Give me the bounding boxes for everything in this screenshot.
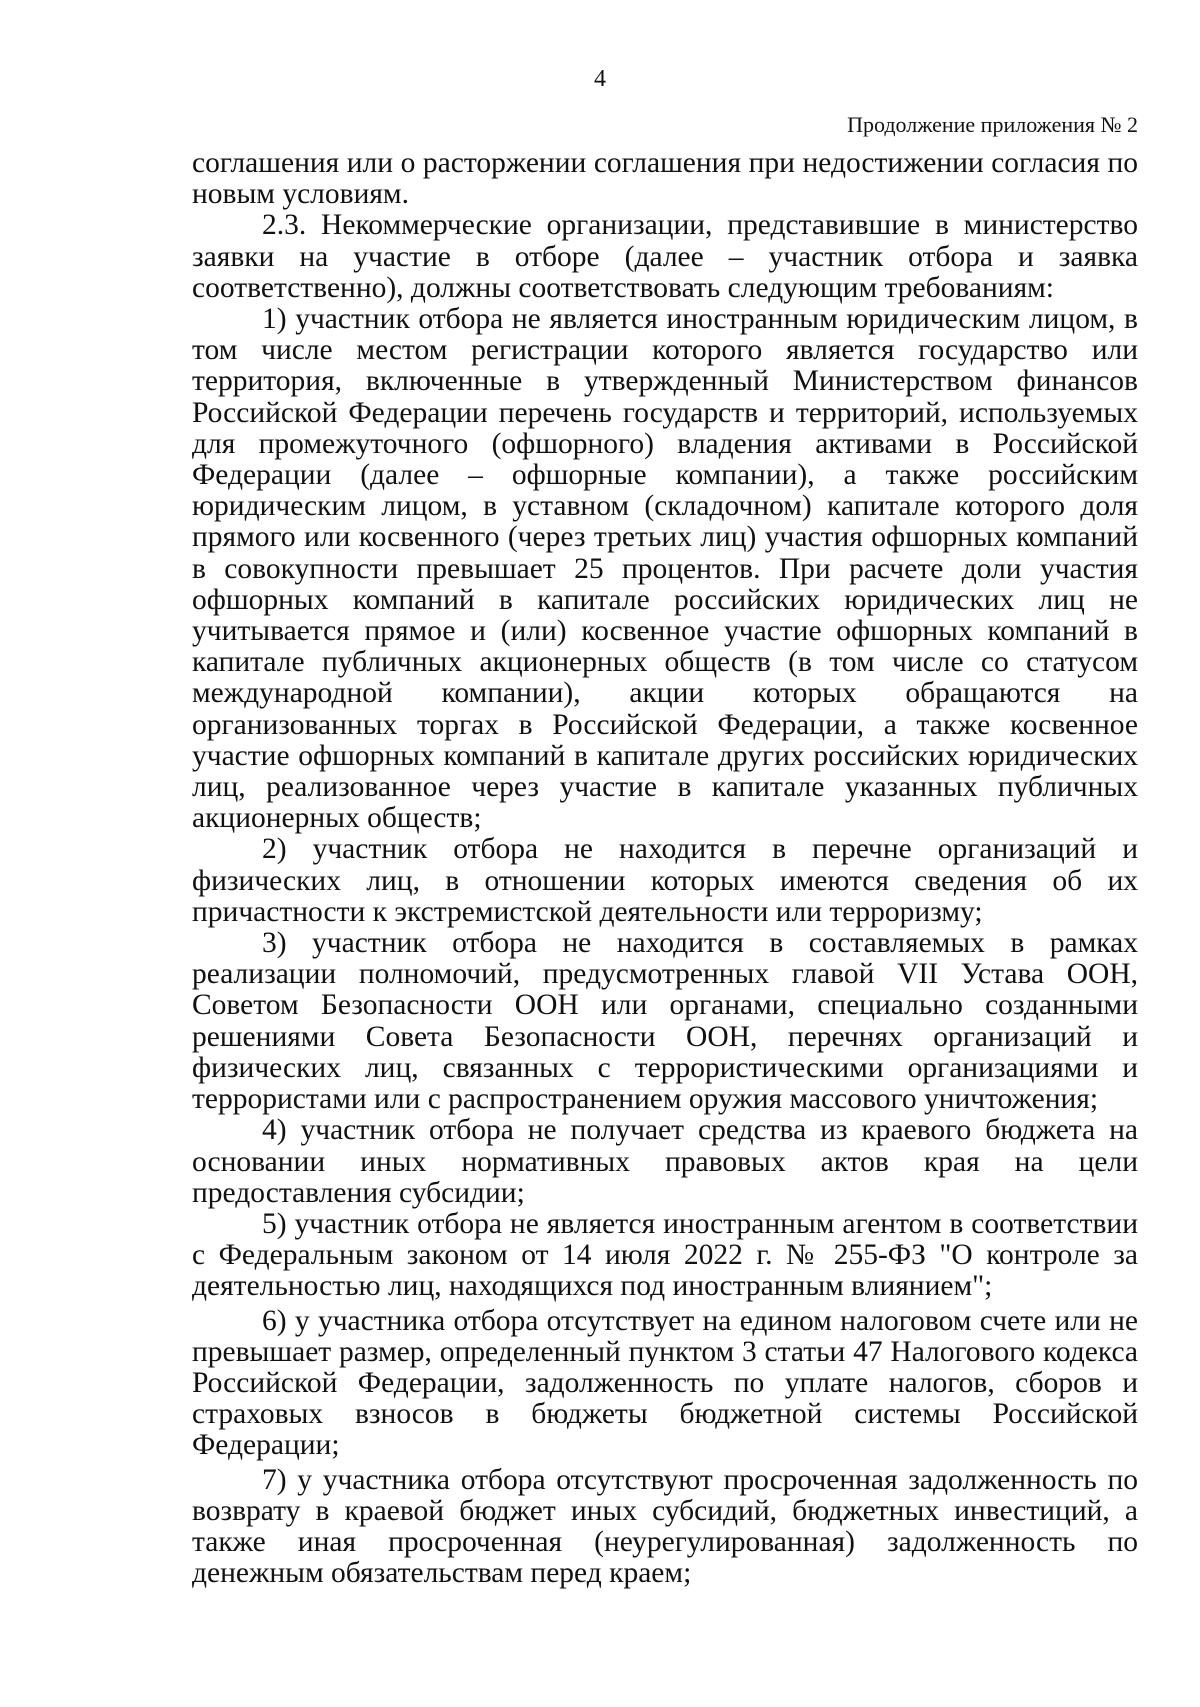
requirement-item-4: 4) участник отбора не получает средства из краевого бюджета на основании иных нормативных правовых актов края на цели предоставления субсидии; (192, 1114, 1138, 1209)
requirement-item-5: 5) участник отбора не является иностранным агентом в соответствии с Федеральным законом от 14 июля 2022 г. № 255-ФЗ "О контроле за деятельностью лиц, находящихся под иностранным влиянием"; (192, 1207, 1138, 1303)
requirement-item-2: 2) участник отбора не находится в перечне организаций и физических лиц, в отношении которых имеются сведения об их причастности к экстремистской деятельности или терроризму; (192, 833, 1138, 928)
requirement-item-7: 7) у участника отбора отсутствуют просроченная задолженность по возврату в краевой бюджет иных субсидий, бюджетных инвестиций, а также иная просроченная (неурегулированная) задолженность по денежным обязательствам перед краем; (192, 1463, 1138, 1590)
appendix-continuation-note: Продолжение приложения № 2 (847, 112, 1138, 137)
requirement-item-6: 6) у участника отбора отсутствует на едином налоговом счете или не превышает размер, определенный пунктом 3 статьи 47 Налогового кодекса Российской Федерации, задолженность по уплате налогов, сборов и страховых взносов в бюджеты бюджетной системы Российской Федерации; (192, 1304, 1138, 1462)
page-number: 4 (594, 66, 606, 92)
requirement-item-1: 1) участник отбора не является иностранным юридическим лицом, в том числе местом регистрации которого является государство или территория, включенные в утвержденный Министерством финансов Российской Федерации перечень государств и территорий, используемых для промежуточного (офшорного) владения активами в Российской Федерации (далее – офшорные компании), а также российским юридическим лицом, в уставном (складочном) капитале которого доля прямого или косвенного (через третьих лиц) участия офшорных компаний в совокупности превышает 25 процентов. При расчете доли участия офшорных компаний в капитале российских юридических лиц не учитывается прямое и (или) косвенное участие офшорных компаний в капитале публичных акционерных обществ (в том числе со статусом международной компании), акции которых обращаются на организованных торгах в Российской Федерации, а также косвенное участие офшорных компаний в капитале других российских юридических лиц, реализованное через участие в капитале указанных публичных акционерных обществ; (192, 303, 1138, 835)
paragraph-continuation: соглашения или о расторжении соглашения при недостижении согласия по новым условиям. (192, 147, 1138, 211)
requirement-item-3: 3) участник отбора не находится в составляемых в рамках реализации полномочий, предусмотренных главой VII Устава ООН, Советом Безопасности ООН или органами, специально созданными решениями Совета Безопасности ООН, перечнях организаций и физических лиц, связанных с террористическими организациями и террористами или с распространением оружия массового уничтожения; (192, 927, 1138, 1116)
document-body (192, 148, 1138, 1589)
paragraph-2-3: 2.3. Некоммерческие организации, представившие в министерство заявки на участие в отборе (далее – участник отбора и заявка соответственно), должны соответствовать следующим требованиям: (192, 209, 1138, 304)
